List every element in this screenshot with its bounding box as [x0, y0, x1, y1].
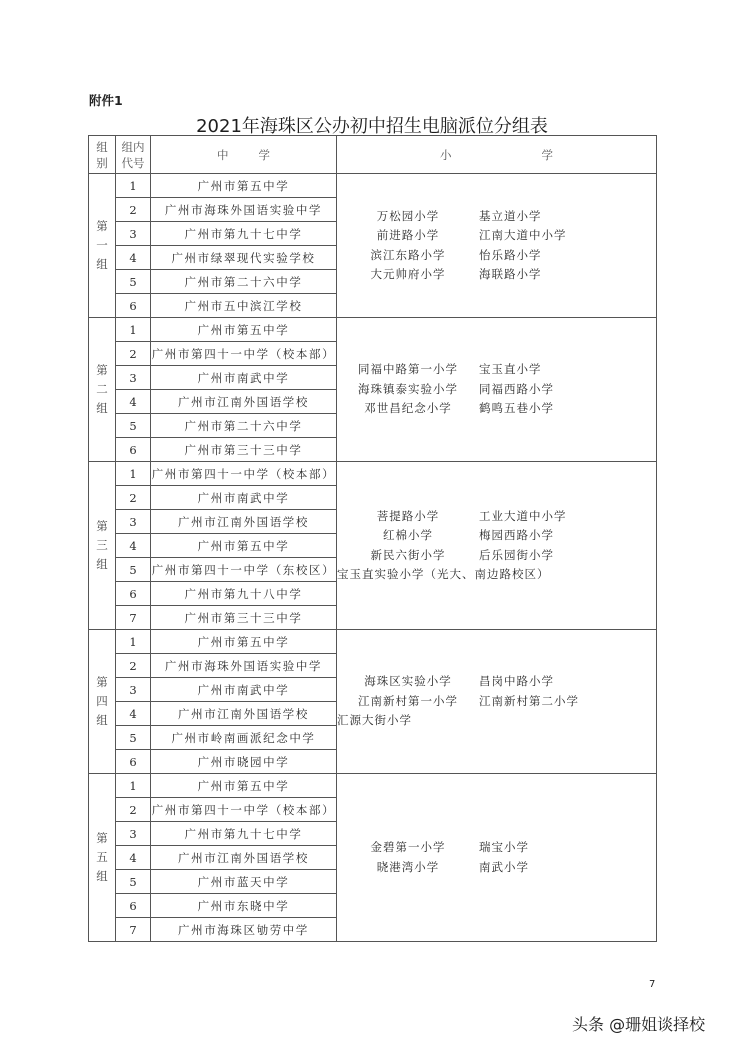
middle-school-name: 广州市第四十一中学（东校区） [151, 558, 337, 582]
primary-school-row [337, 546, 656, 566]
school-code: 4 [116, 390, 151, 414]
primary-school-name: 宝玉直实验小学（光大、南边路校区） [337, 567, 550, 581]
middle-school-name: 广州市第三十三中学 [151, 438, 337, 462]
school-code: 5 [116, 414, 151, 438]
table-header-row [89, 136, 657, 174]
primary-school-name: 鹤鸣五巷小学 [479, 401, 554, 416]
primary-school-name: 怡乐路小学 [479, 247, 542, 262]
middle-school-name: 广州市第五中学 [151, 318, 337, 342]
school-code: 4 [116, 846, 151, 870]
school-code: 6 [116, 438, 151, 462]
primary-school-name: 宝玉直小学 [479, 362, 542, 377]
middle-school-name: 广州市第四十一中学（校本部） [151, 798, 337, 822]
primary-school-name: 江南大道中小学 [479, 228, 567, 242]
school-code: 1 [116, 174, 151, 198]
school-code: 3 [116, 510, 151, 534]
school-code: 3 [116, 366, 151, 390]
middle-school-name: 广州市第九十七中学 [151, 222, 337, 246]
primary-school-row [337, 672, 656, 692]
school-code: 1 [116, 462, 151, 486]
header-primary-school: 小学 [337, 136, 657, 174]
middle-school-name: 广州市第九十八中学 [151, 582, 337, 606]
school-code: 6 [116, 582, 151, 606]
group-label: 第 二 组 [89, 318, 116, 462]
middle-school-name: 广州市第五中学 [151, 774, 337, 798]
primary-school-list [337, 630, 657, 774]
header-middle-school: 中学 [151, 136, 337, 174]
primary-school-row [337, 360, 656, 380]
school-code: 2 [116, 486, 151, 510]
middle-school-name: 广州市第五中学 [151, 630, 337, 654]
middle-school-name: 广州市第五中学 [151, 174, 337, 198]
middle-school-name: 广州市江南外国语学校 [151, 846, 337, 870]
primary-school-name: 菩提路小学 [376, 508, 440, 523]
school-code: 2 [116, 198, 151, 222]
middle-school-name: 广州市岭南画派纪念中学 [151, 726, 337, 750]
document-title: 2021年海珠区公办初中招生电脑派位分组表 [196, 116, 548, 137]
primary-school-name: 同福西路小学 [479, 381, 554, 396]
middle-school-name: 广州市绿翠现代实验学校 [151, 246, 337, 270]
allocation-table [88, 135, 657, 942]
primary-school-name: 晓港湾小学 [376, 859, 440, 874]
primary-school-name: 海珠镇泰实验小学 [358, 381, 458, 396]
table-row [89, 462, 657, 486]
middle-school-name: 广州市江南外国语学校 [151, 510, 337, 534]
table-row [89, 630, 657, 654]
primary-school-name: 江南新村第二小学 [479, 693, 579, 708]
group-label: 第 一 组 [89, 174, 116, 318]
primary-school-row [337, 858, 656, 878]
page-number: 7 [649, 979, 656, 990]
primary-school-row [337, 399, 656, 419]
primary-school-name: 同福中路第一小学 [358, 362, 458, 377]
middle-school-name: 广州市第五中学 [151, 534, 337, 558]
middle-school-name: 广州市第二十六中学 [151, 270, 337, 294]
middle-school-name: 广州市五中滨江学校 [151, 294, 337, 318]
primary-school-name: 后乐园街小学 [479, 547, 554, 562]
primary-school-name: 滨江东路小学 [370, 247, 446, 262]
middle-school-name: 广州市海珠区劬劳中学 [151, 918, 337, 942]
middle-school-name: 广州市第四十一中学（校本部） [151, 462, 337, 486]
primary-school-name: 金碧第一小学 [370, 840, 446, 854]
table-row [89, 774, 657, 798]
school-code: 5 [116, 270, 151, 294]
primary-school-name: 工业大道中小学 [479, 508, 567, 523]
primary-school-name: 瑞宝小学 [479, 840, 529, 854]
school-code: 6 [116, 894, 151, 918]
middle-school-name: 广州市海珠外国语实验中学 [151, 198, 337, 222]
school-code: 6 [116, 750, 151, 774]
primary-school-row [337, 226, 656, 246]
primary-school-row [337, 711, 656, 731]
middle-school-name: 广州市第四十一中学（校本部） [151, 342, 337, 366]
primary-school-row [337, 507, 656, 527]
primary-school-name: 基立道小学 [479, 208, 542, 223]
school-code: 3 [116, 678, 151, 702]
primary-school-name: 前进路小学 [376, 228, 440, 242]
middle-school-name: 广州市蓝天中学 [151, 870, 337, 894]
primary-school-row [337, 207, 656, 227]
middle-school-name: 广州市南武中学 [151, 486, 337, 510]
attachment-label: 附件1 [89, 93, 123, 108]
primary-school-name: 汇源大街小学 [337, 713, 412, 728]
primary-school-row [337, 380, 656, 400]
primary-school-row [337, 526, 656, 546]
school-code: 4 [116, 246, 151, 270]
middle-school-name: 广州市南武中学 [151, 366, 337, 390]
primary-school-name: 邓世昌纪念小学 [364, 401, 452, 416]
middle-school-name: 广州市第二十六中学 [151, 414, 337, 438]
school-code: 1 [116, 318, 151, 342]
primary-school-row [337, 838, 656, 858]
school-code: 7 [116, 918, 151, 942]
middle-school-name: 广州市海珠外国语实验中学 [151, 654, 337, 678]
primary-school-row [337, 565, 656, 585]
primary-school-name: 南武小学 [479, 859, 529, 874]
school-code: 2 [116, 798, 151, 822]
middle-school-name: 广州市东晓中学 [151, 894, 337, 918]
middle-school-name: 广州市第九十七中学 [151, 822, 337, 846]
school-code: 3 [116, 822, 151, 846]
primary-school-name: 梅园西路小学 [479, 528, 554, 542]
school-code: 4 [116, 534, 151, 558]
table-row [89, 174, 657, 198]
primary-school-name: 红棉小学 [383, 528, 433, 542]
table-row [89, 318, 657, 342]
school-code: 2 [116, 654, 151, 678]
primary-school-name: 新民六街小学 [370, 547, 446, 562]
primary-school-list [337, 174, 657, 318]
primary-school-list [337, 318, 657, 462]
primary-school-name: 海联路小学 [479, 267, 542, 281]
primary-school-list [337, 462, 657, 630]
school-code: 4 [116, 702, 151, 726]
school-code: 7 [116, 606, 151, 630]
primary-school-name: 江南新村第一小学 [358, 693, 458, 708]
primary-school-row [337, 692, 656, 712]
watermark: 头条 @珊姐谈择校 [572, 1015, 706, 1034]
middle-school-name: 广州市南武中学 [151, 678, 337, 702]
school-code: 6 [116, 294, 151, 318]
primary-school-list [337, 774, 657, 942]
school-code: 5 [116, 558, 151, 582]
header-code: 组内 代号 [116, 136, 151, 174]
primary-school-name: 昌岗中路小学 [479, 674, 554, 689]
header-group: 组 别 [89, 136, 116, 174]
middle-school-name: 广州市第三十三中学 [151, 606, 337, 630]
school-code: 5 [116, 726, 151, 750]
middle-school-name: 广州市晓园中学 [151, 750, 337, 774]
group-label: 第 五 组 [89, 774, 116, 942]
group-label: 第 四 组 [89, 630, 116, 774]
school-code: 1 [116, 774, 151, 798]
middle-school-name: 广州市江南外国语学校 [151, 702, 337, 726]
group-label: 第 三 组 [89, 462, 116, 630]
primary-school-name: 大元帅府小学 [370, 267, 446, 281]
school-code: 5 [116, 870, 151, 894]
school-code: 3 [116, 222, 151, 246]
primary-school-row [337, 265, 656, 285]
middle-school-name: 广州市江南外国语学校 [151, 390, 337, 414]
school-code: 1 [116, 630, 151, 654]
school-code: 2 [116, 342, 151, 366]
primary-school-name: 万松园小学 [376, 208, 440, 223]
primary-school-row [337, 246, 656, 266]
primary-school-name: 海珠区实验小学 [364, 674, 452, 689]
